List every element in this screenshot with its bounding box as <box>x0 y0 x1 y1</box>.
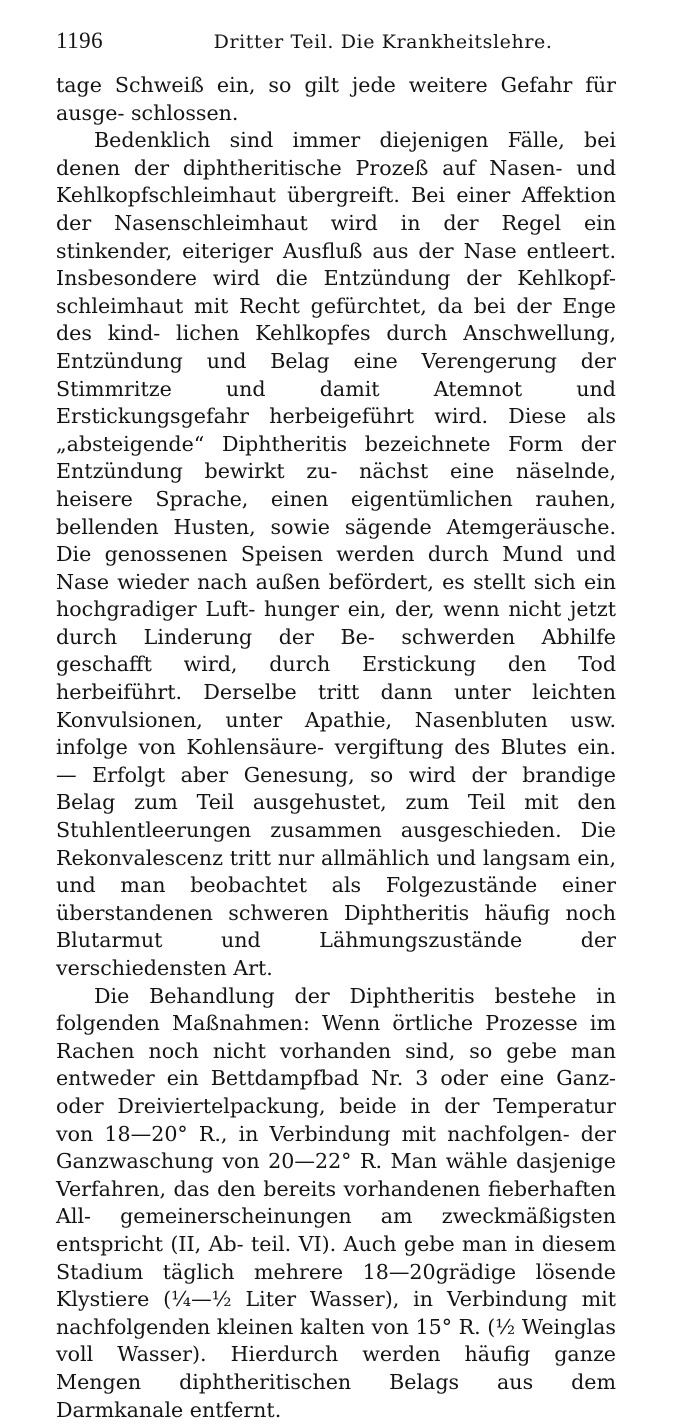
paragraph-complications: Bedenklich sind immer diejenigen Fälle, bei denen der diphtheritische Prozeß auf Nasen- und Kehlkopfschleimhaut übergreift. Bei einer Affektion der Nasenschleimhaut wird in der Regel ein stinkender, eiteriger Ausfluß aus der Nase entleert. Insbesondere wird die Entzündung der Kehlkopf- schleimhaut mit Recht gefürchtet, da bei der Enge des kind- lichen Kehlkopfes durch Anschwellung, Entzündung und Belag eine Verengerung der Stimmritze und damit Atemnot und Erstickungsgefahr herbeigeführt wird. Diese als „absteigende“ Diphtheritis bezeichnete Form der Entzündung bewirkt zu- nächst eine näselnde, heisere Sprache, einen eigentümlichen rauhen, bellenden Husten, sowie sägende Atemgeräusche. Die genossenen Speisen werden durch Mund und Nase wieder nach außen befördert, es stellt sich ein hochgradiger Luft- hunger ein, der, wenn nicht jetzt durch Linderung der Be- schwerden Abhilfe geschafft wird, durch Erstickung den Tod herbeiführt. Derselbe tritt dann unter leichten Konvulsionen, unter Apathie, Nasenbluten usw. infolge von Kohlensäure- vergiftung des Blutes ein. — Erfolgt aber Genesung, so wird der brandige Belag zum Teil ausgehustet, zum Teil mit den Stuhlentleerungen zusammen ausgeschieden. Die Rekonvalescenz tritt nur allmählich und langsam ein, und man beobachtet als Folgezustände einer überstandenen schweren Diphtheritis häufig noch Blutarmut und Lähmungszustände der verschiedensten Art. <box>56 128 616 980</box>
paragraph-treatment: Die Behandlung der Diphtheritis bestehe in folgenden Maßnahmen: Wenn örtliche Prozesse im Rachen noch nicht vorhanden sind, so gebe man entweder ein Bettdampfbad Nr. 3 oder eine Ganz- oder Dreiviertelpackung, beide in der Temperatur von 18—20° R., in Verbindung mit nachfolgen- der Ganzwaschung von 20—22° R. Man wähle dasjenige Verfahren, das den bereits vorhandenen fieberhaften All- gemeinerscheinungen am zweckmäßigsten entspricht (II, Ab- teil. VI). Auch gebe man in diesem Stadium täglich mehrere 18—20grädige lösende Klystiere (¼—½ Liter Wasser), in Verbindung mit nachfolgenden kleinen kalten von 15° R. (½ Weinglas voll Wasser). Hierdurch werden häufig ganze Mengen diphtheritischen Belags aus dem Darmkanale entfernt. <box>56 983 616 1422</box>
running-head: Dritter Teil. Die Krankheitslehre. <box>213 31 553 53</box>
page-number: 1196 <box>56 28 104 53</box>
paragraph-continuation: tage Schweiß ein, so gilt jede weitere Gefahr für ausge- schlossen. <box>56 73 616 125</box>
body-text <box>56 72 616 1424</box>
page-header <box>56 28 623 62</box>
